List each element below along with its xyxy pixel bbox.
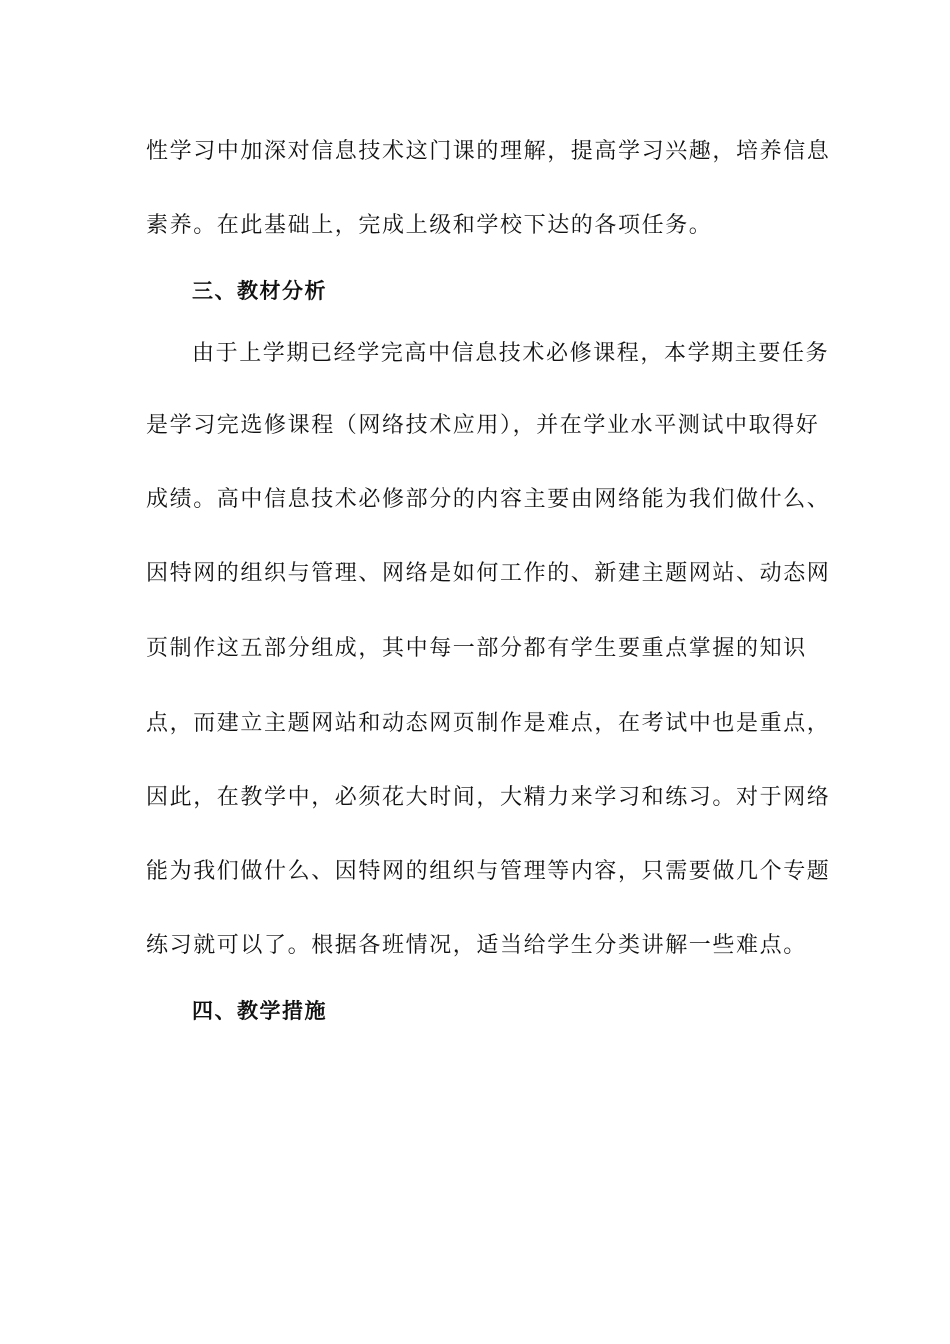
paragraph-line: 因特网的组织与管理、网络是如何工作的、新建主题网站、动态网 xyxy=(146,561,831,586)
paragraph-line: 因此，在教学中，必须花大时间，大精力来学习和练习。对于网络 xyxy=(146,785,831,810)
section-heading-teaching-measures: 四、教学措施 xyxy=(192,998,327,1023)
section-heading-textbook-analysis: 三、教材分析 xyxy=(192,278,327,303)
paragraph-line: 素养。在此基础上，完成上级和学校下达的各项任务。 xyxy=(146,213,713,238)
paragraph-line: 能为我们做什么、因特网的组织与管理等内容，只需要做几个专题 xyxy=(146,859,831,884)
paragraph-line: 是学习完选修课程（网络技术应用），并在学业水平测试中取得好 xyxy=(146,413,820,438)
paragraph-line: 点，而建立主题网站和动态网页制作是难点，在考试中也是重点， xyxy=(146,711,831,736)
paragraph-line: 页制作这五部分组成，其中每一部分都有学生要重点掌握的知识 xyxy=(146,636,807,661)
paragraph-line: 由于上学期已经学完高中信息技术必修课程，本学期主要任务 xyxy=(192,341,830,366)
paragraph-line: 练习就可以了。根据各班情况，适当给学生分类讲解一些难点。 xyxy=(146,933,807,958)
paragraph-line: 成绩。高中信息技术必修部分的内容主要由网络能为我们做什么、 xyxy=(146,487,831,512)
paragraph-line: 性学习中加深对信息技术这门课的理解，提高学习兴趣，培养信息 xyxy=(146,139,831,164)
